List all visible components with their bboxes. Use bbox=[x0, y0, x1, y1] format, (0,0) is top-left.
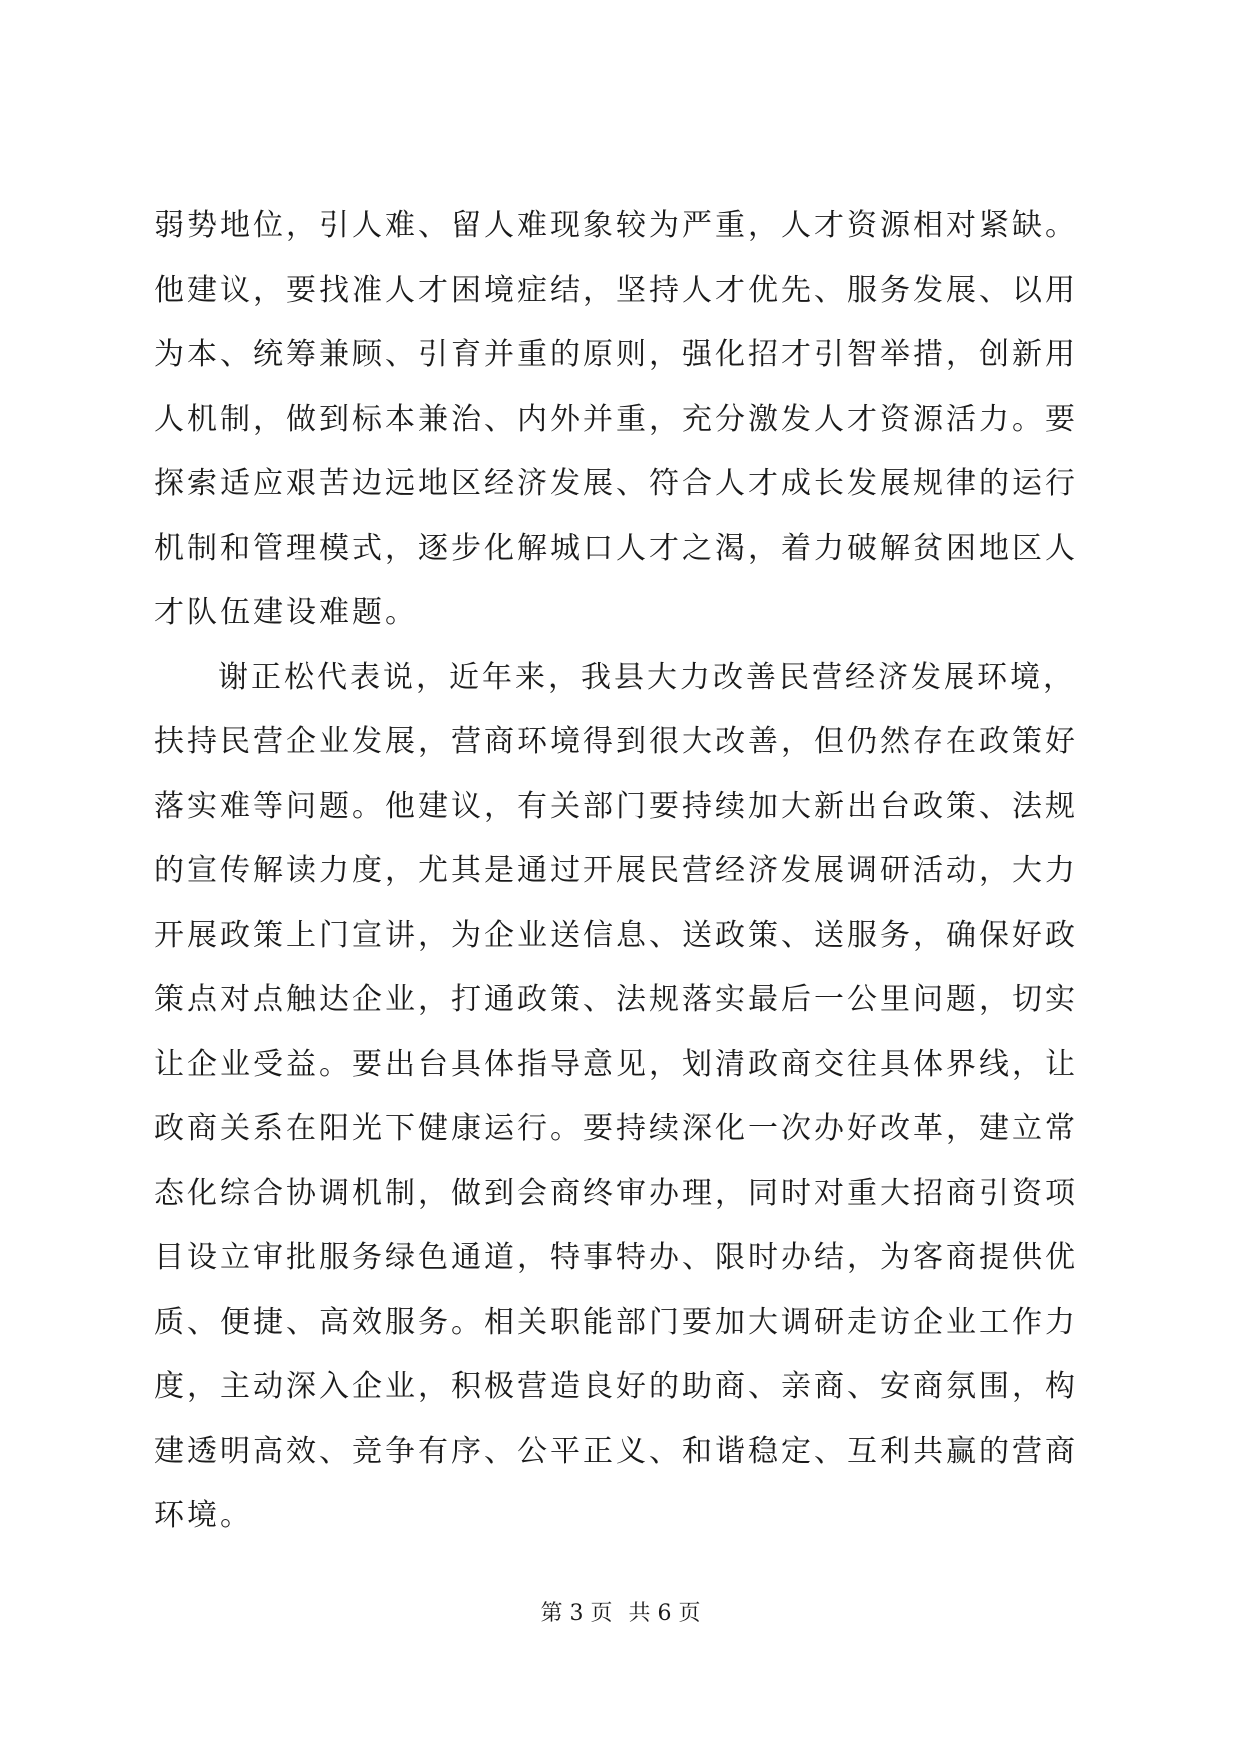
text-line: 质、便捷、高效服务。相关职能部门要加大调研走访企业工作力 bbox=[154, 1304, 1078, 1340]
text-line: 落实难等问题。他建议，有关部门要持续加大新出台政策、法规 bbox=[154, 788, 1078, 824]
page-footer bbox=[0, 1596, 1241, 1627]
text-line: 开展政策上门宣讲，为企业送信息、送政策、送服务，确保好政 bbox=[154, 917, 1078, 953]
text-line: 建透明高效、竞争有序、公平正义、和谐稳定、互利共赢的营商 bbox=[154, 1433, 1078, 1469]
text-line: 环境。 bbox=[154, 1498, 253, 1533]
total-pages: 共 6 页 bbox=[628, 1601, 701, 1626]
text-line: 探索适应艰苦边远地区经济发展、符合人才成长发展规律的运行 bbox=[154, 466, 1078, 501]
text-line: 他建议，要找准人才困境症结，坚持人才优先、服务发展、以用 bbox=[154, 272, 1078, 308]
text-line: 人机制，做到标本兼治、内外并重，充分激发人才资源活力。要 bbox=[154, 401, 1078, 437]
text-line: 弱势地位，引人难、留人难现象较为严重，人才资源相对紧缺。 bbox=[154, 208, 1078, 243]
text-line: 才队伍建设难题。 bbox=[154, 595, 418, 630]
text-line: 的宣传解读力度，尤其是通过开展民营经济发展调研活动，大力 bbox=[154, 853, 1078, 888]
text-line: 目设立审批服务绿色通道，特事特办、限时办结，为客商提供优 bbox=[154, 1240, 1078, 1275]
page-number: 第 3 页 bbox=[540, 1601, 613, 1626]
text-line: 策点对点触达企业，打通政策、法规落实最后一公里问题，切实 bbox=[154, 982, 1078, 1017]
document-body bbox=[154, 194, 1094, 1549]
text-line: 度，主动深入企业，积极营造良好的助商、亲商、安商氛围，构 bbox=[154, 1369, 1078, 1404]
text-line: 让企业受益。要出台具体指导意见，划清政商交往具体界线，让 bbox=[154, 1046, 1078, 1082]
text-line: 为本、统筹兼顾、引育并重的原则，强化招才引智举措，创新用 bbox=[154, 337, 1078, 372]
text-line: 政商关系在阳光下健康运行。要持续深化一次办好改革，建立常 bbox=[154, 1111, 1078, 1146]
text-line: 态化综合协调机制，做到会商终审办理，同时对重大招商引资项 bbox=[154, 1175, 1078, 1211]
paragraph-first-line: 谢正松代表说，近年来，我县大力改善民营经济发展环境， bbox=[218, 659, 1076, 695]
text-line: 扶持民营企业发展，营商环境得到很大改善，但仍然存在政策好 bbox=[154, 724, 1078, 759]
text-line: 机制和管理模式，逐步化解城口人才之渴，着力破解贫困地区人 bbox=[154, 530, 1078, 566]
